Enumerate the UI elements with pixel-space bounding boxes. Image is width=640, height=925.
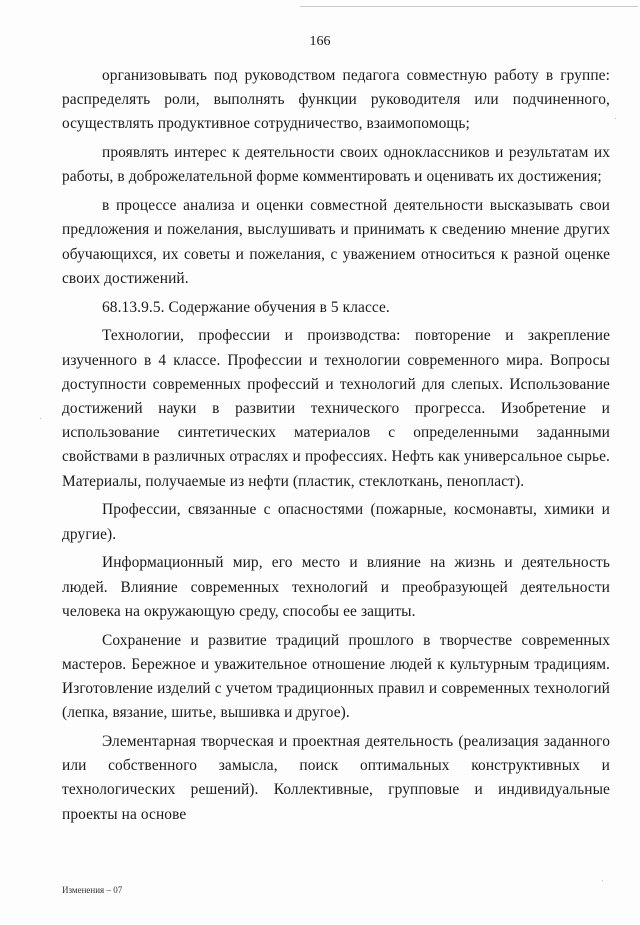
- paragraph: организовывать под руководством педагога совместную работу в группе: распределять роли, выполнять функции руководителя или подчиненного, осуществлять продуктивное сотрудничество, взаимопомощь;: [62, 67, 610, 133]
- paragraph: проявлять интерес к деятельности своих одноклассников и результатам их работы, в доброжелательной форме комментировать и оценивать их достижения;: [62, 144, 610, 186]
- paragraph: Технологии, профессии и производства: повторение и закрепление изученного в 4 классе. Профессии и технологии современного мира. Вопросы доступности современных профессий и технологий для слепых. Использование достижений науки в развитии технического прогресса. Изобретение и использование синтетических материалов с определенными заданными свойствами в различных отраслях и профессиях. Нефть как универсальное сырье. Материалы, получаемые из нефти (пластик, стеклоткань, пенопласт).: [62, 327, 610, 490]
- paragraph: Информационный мир, его место и влияние на жизнь и деятельность людей. Влияние современных технологий и преобразующей деятельности человека на окружающую среду, способы ее защиты.: [62, 554, 610, 620]
- page-number: 166: [309, 34, 331, 49]
- paragraph: Элементарная творческая и проектная деятельность (реализация заданного или собственного замысла, поиск оптимальных конструктивных и технологических решений). Коллективные, групповые и индивидуальные проекты на основе: [62, 733, 610, 823]
- footer-revision-note: Изменения – 07: [62, 885, 123, 895]
- paragraph: Сохранение и развитие традиций прошлого в творчестве современных мастеров. Бережное и уважительное отношение людей к культурным традициям. Изготовление изделий с учетом традиционных правил и современных технологий (лепка, вязание, шитье, вышивка и другое).: [62, 631, 610, 722]
- scan-speck: [40, 418, 41, 419]
- scan-speck: [615, 118, 616, 119]
- document-body: [62, 64, 610, 831]
- paragraph: в процессе анализа и оценки совместной деятельности высказывать свои предложения и пожелания, выслушивать и принимать к сведению мнение других обучающихся, их советы и пожелания, с уважением относиться к разной оценке своих достижений.: [62, 197, 610, 287]
- section-heading: 68.13.9.5. Содержание обучения в 5 классе.: [102, 298, 390, 316]
- paragraph: Профессии, связанные с опасностями (пожарные, космонавты, химики и другие).: [62, 501, 610, 543]
- scan-edge-line: [300, 6, 638, 7]
- scan-speck: [602, 880, 603, 881]
